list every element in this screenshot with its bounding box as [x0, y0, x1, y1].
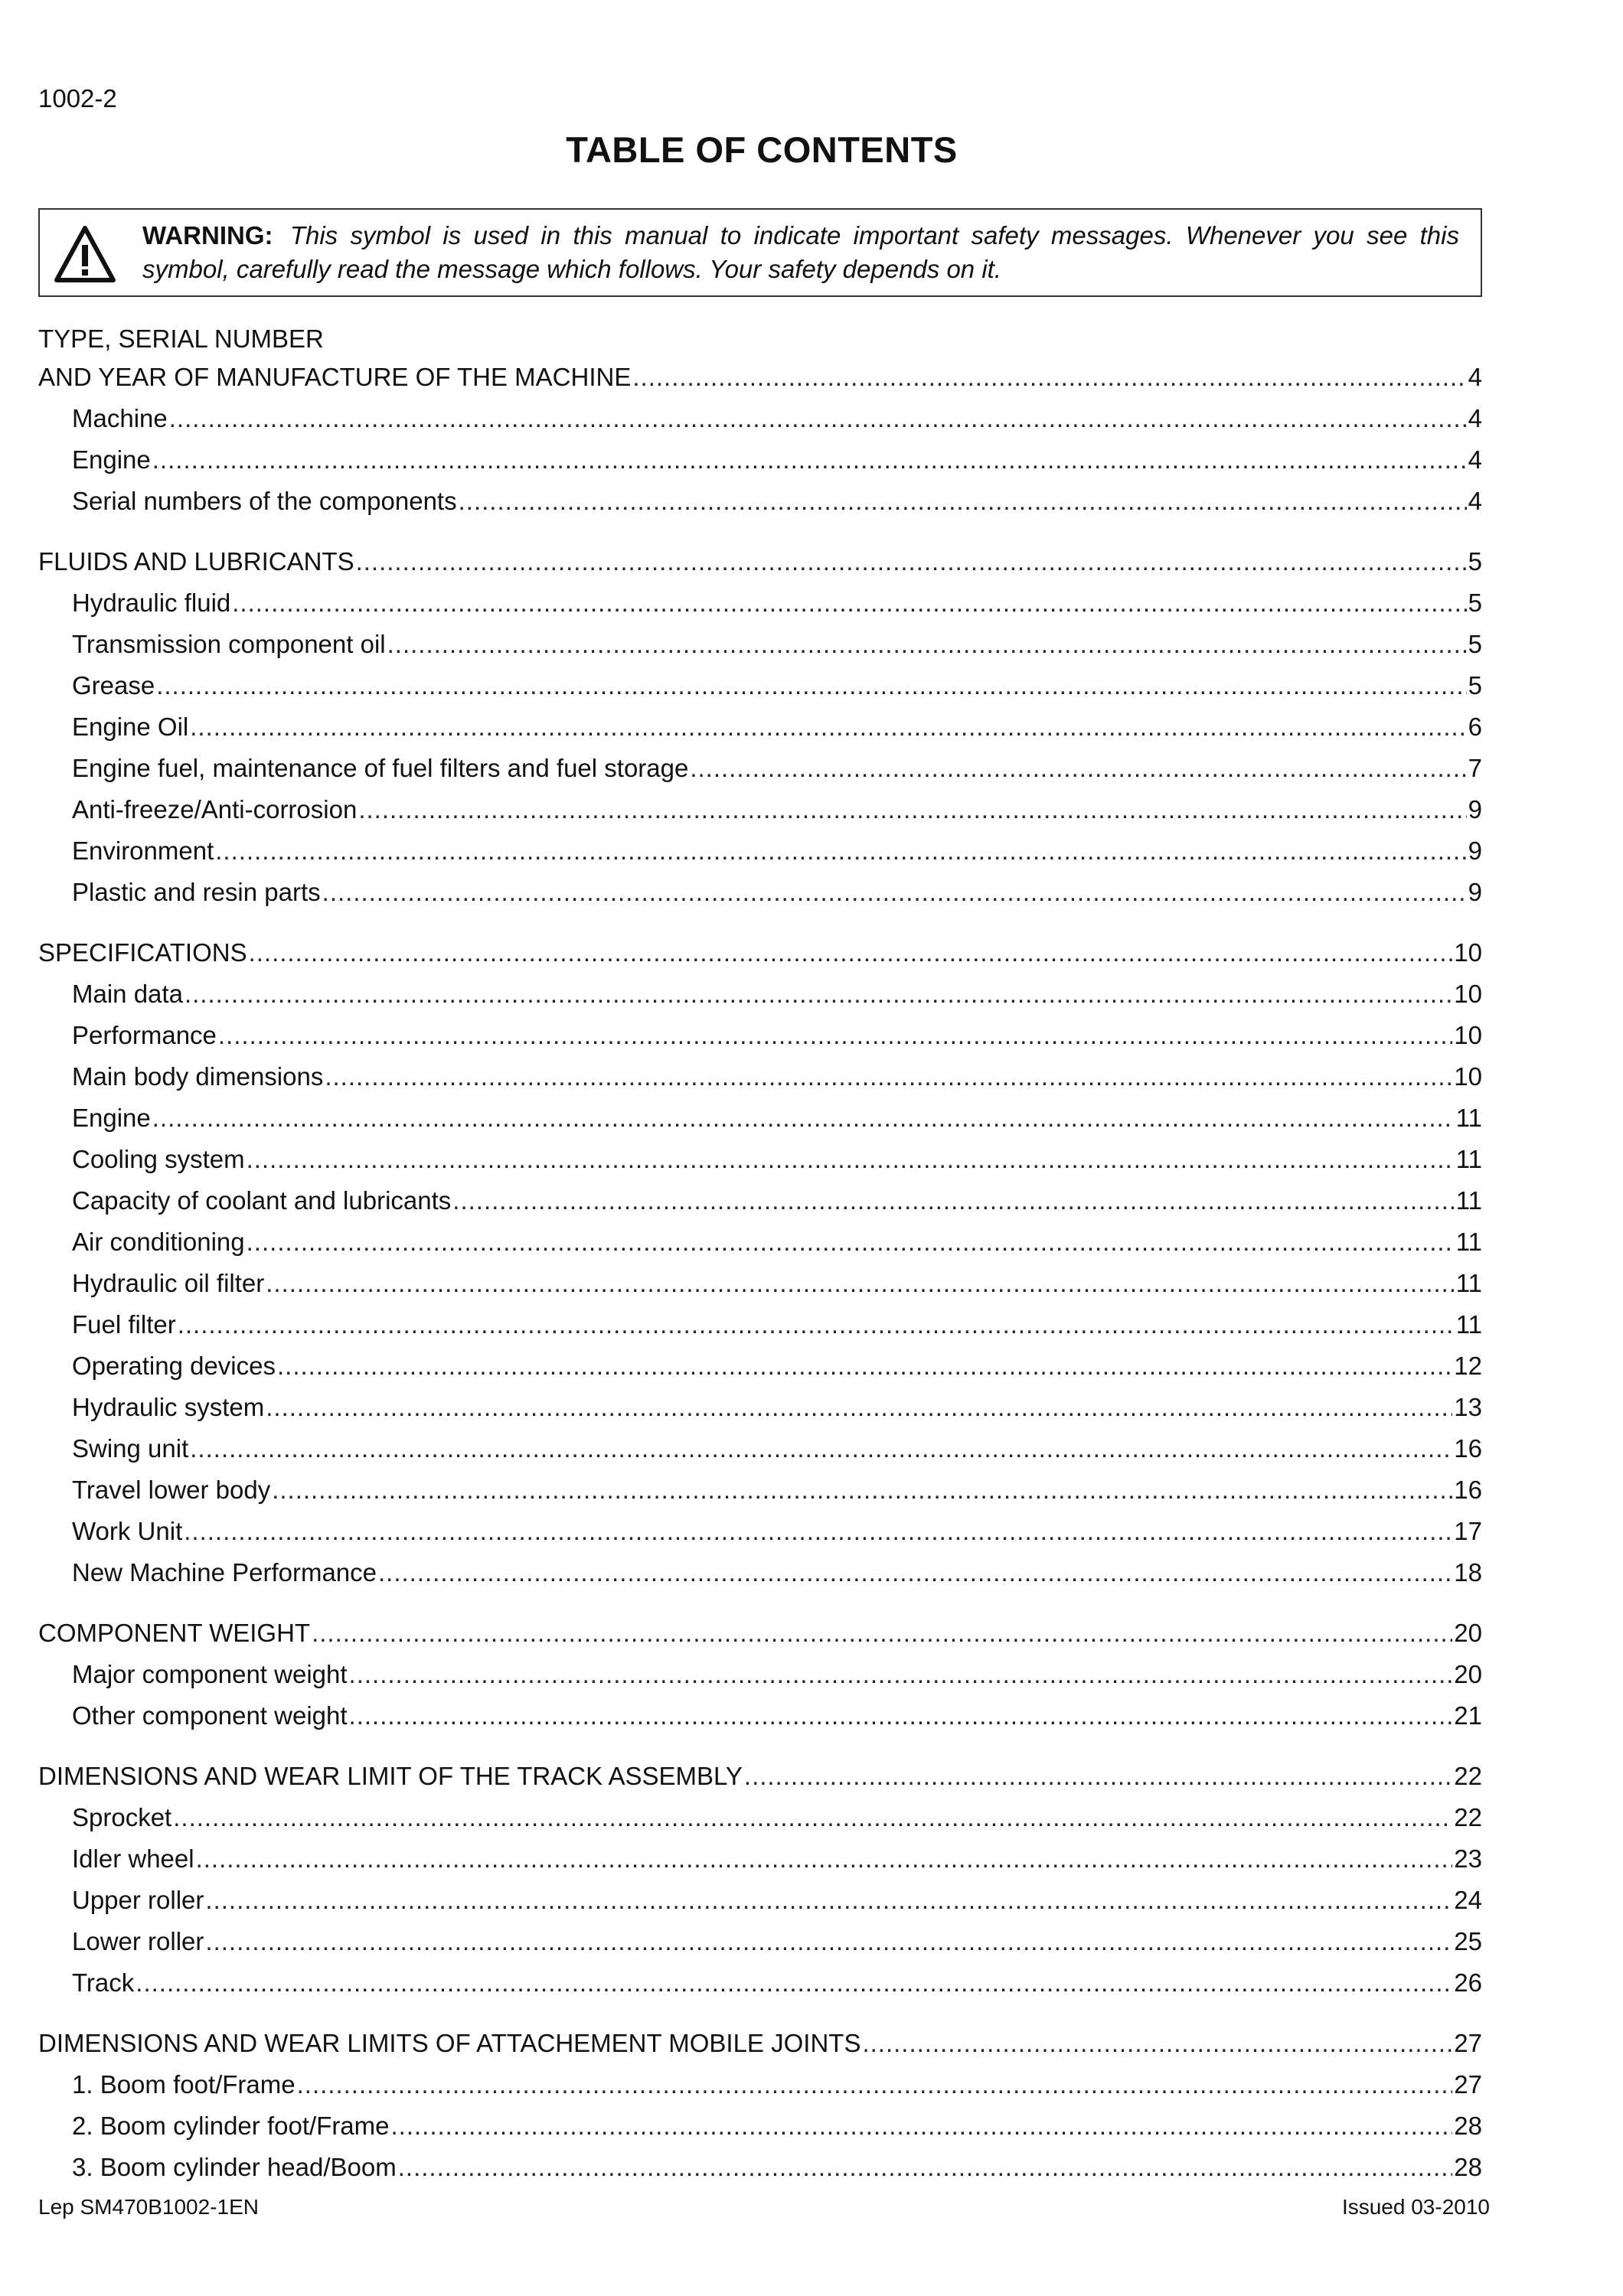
toc-title: Environment: [72, 837, 214, 865]
toc-page-number: 11: [1455, 1186, 1482, 1215]
toc-title: SPECIFICATIONS: [38, 938, 247, 967]
toc-page-number: 28: [1454, 2153, 1482, 2181]
toc-leader-dots: [205, 1921, 1452, 1962]
toc-page-number: 9: [1468, 837, 1482, 865]
toc-leader-dots: [156, 665, 1466, 706]
toc-subentry[interactable]: [38, 1511, 1482, 1552]
toc-subentry[interactable]: [38, 1345, 1482, 1387]
toc-subentry[interactable]: [38, 1921, 1482, 1962]
toc-page-number: 26: [1454, 1968, 1482, 1997]
toc-leader-dots: [690, 748, 1466, 789]
toc-page-number: 28: [1454, 2112, 1482, 2140]
toc-leader-dots: [349, 1654, 1453, 1695]
toc-page-number: 9: [1468, 878, 1482, 906]
toc-leader-dots: [378, 1552, 1452, 1593]
toc-title: New Machine Performance: [72, 1558, 377, 1587]
toc-subentry[interactable]: [38, 1056, 1482, 1097]
toc-page-number: 12: [1454, 1352, 1482, 1380]
toc-page-number: 11: [1455, 1104, 1482, 1132]
toc-leader-dots: [297, 2064, 1453, 2105]
toc-title: Swing unit: [72, 1434, 189, 1463]
toc-page-number: 22: [1454, 1803, 1482, 1831]
toc-page-number: 4: [1468, 363, 1482, 391]
toc-leader-dots: [391, 2105, 1453, 2147]
toc-leader-dots: [862, 2023, 1452, 2064]
toc-leader-dots: [277, 1345, 1452, 1387]
toc-page-number: 4: [1468, 487, 1482, 515]
toc-page-number: 5: [1468, 589, 1482, 617]
toc-section-entry[interactable]: [38, 2023, 1482, 2064]
toc-subentry[interactable]: [38, 872, 1482, 913]
toc-page-number: 5: [1468, 671, 1482, 700]
toc-subentry[interactable]: [38, 2105, 1482, 2147]
toc-title: TYPE, SERIAL NUMBER: [38, 325, 324, 353]
toc-title: Other component weight: [72, 1701, 348, 1730]
warning-message: This symbol is used in this manual to indicate important safety messages. Whenever you see this symbol, carefully read the message which follows. Your safety depends on it.: [142, 221, 1459, 283]
toc-title: Hydraulic fluid: [72, 589, 231, 617]
toc-page-number: 10: [1454, 1021, 1482, 1049]
toc-leader-dots: [632, 357, 1466, 398]
footer-issue-date: Issued 03-2010: [1341, 2195, 1490, 2219]
toc-section-entry[interactable]: [38, 541, 1482, 582]
toc-leader-dots: [218, 1015, 1452, 1056]
toc-subentry[interactable]: [38, 582, 1482, 624]
table-of-contents: [38, 321, 1482, 2188]
toc-title: Idler wheel: [72, 1844, 194, 1873]
toc-page-number: 6: [1468, 713, 1482, 741]
toc-page-number: 27: [1454, 2029, 1482, 2057]
toc-subentry[interactable]: [38, 1304, 1482, 1345]
toc-title: Plastic and resin parts: [72, 878, 321, 906]
toc-title: Hydraulic system: [72, 1393, 265, 1421]
toc-subentry[interactable]: [38, 1838, 1482, 1880]
toc-title: Cooling system: [72, 1145, 245, 1173]
page-title: TABLE OF CONTENTS: [566, 129, 958, 170]
toc-leader-dots: [184, 1511, 1452, 1552]
toc-leader-dots: [349, 1695, 1453, 1737]
toc-leader-dots: [325, 1056, 1452, 1097]
toc-subentry[interactable]: [38, 706, 1482, 748]
toc-leader-dots: [190, 706, 1466, 748]
toc-subentry[interactable]: [38, 1263, 1482, 1304]
toc-section-entry[interactable]: [38, 1756, 1482, 1797]
toc-leader-dots: [312, 1613, 1452, 1654]
toc-subentry[interactable]: [38, 398, 1482, 439]
toc-page-number: 18: [1454, 1558, 1482, 1587]
warning-triangle-icon: [54, 225, 116, 283]
toc-section-entry[interactable]: [38, 932, 1482, 974]
toc-title: Engine fuel, maintenance of fuel filters and fuel storage: [72, 754, 689, 782]
toc-leader-dots: [356, 541, 1467, 582]
toc-leader-dots: [205, 1880, 1452, 1921]
toc-subentry[interactable]: [38, 1097, 1482, 1139]
toc-subentry[interactable]: [38, 1139, 1482, 1180]
toc-title: Anti-freeze/Anti-corrosion: [72, 795, 358, 823]
toc-title: Grease: [72, 671, 155, 700]
toc-title: Travel lower body: [72, 1476, 271, 1504]
toc-title: Lower roller: [72, 1927, 204, 1955]
page-id: 1002-2: [38, 84, 117, 113]
toc-subentry[interactable]: [38, 1797, 1482, 1838]
toc-title: Performance: [72, 1021, 217, 1049]
toc-subentry[interactable]: [38, 1695, 1482, 1737]
toc-leader-dots: [247, 1139, 1455, 1180]
toc-page-number: 4: [1468, 445, 1482, 474]
toc-page-number: 11: [1455, 1269, 1482, 1297]
toc-section-entry[interactable]: [38, 357, 1482, 398]
toc-leader-dots: [322, 872, 1467, 913]
toc-heading-line: [38, 321, 1482, 357]
toc-title: Operating devices: [72, 1352, 276, 1380]
toc-subentry[interactable]: [38, 789, 1482, 830]
toc-subentry[interactable]: [38, 2064, 1482, 2105]
toc-title: FLUIDS AND LUBRICANTS: [38, 547, 354, 576]
toc-page-number: 9: [1468, 795, 1482, 823]
toc-leader-dots: [152, 1097, 1455, 1139]
warning-box: [38, 208, 1482, 297]
toc-section-entry[interactable]: [38, 1613, 1482, 1654]
toc-page-number: 5: [1468, 547, 1482, 576]
toc-page-number: 22: [1454, 1762, 1482, 1790]
toc-title: 3. Boom cylinder head/Boom: [72, 2153, 397, 2181]
toc-leader-dots: [169, 398, 1467, 439]
toc-page-number: 10: [1454, 1062, 1482, 1091]
toc-page-number: 11: [1455, 1228, 1482, 1256]
toc-leader-dots: [272, 1469, 1452, 1511]
toc-title: Engine Oil: [72, 713, 189, 741]
toc-page-number: 7: [1468, 754, 1482, 782]
toc-subentry[interactable]: [38, 830, 1482, 872]
toc-title: Sprocket: [72, 1803, 172, 1831]
toc-title: Hydraulic oil filter: [72, 1269, 265, 1297]
toc-page-number: 25: [1454, 1927, 1482, 1955]
toc-page-number: 10: [1454, 980, 1482, 1008]
toc-page-number: 5: [1468, 630, 1482, 658]
toc-subentry[interactable]: [38, 2147, 1482, 2188]
toc-leader-dots: [247, 1221, 1455, 1263]
toc-page-number: 23: [1454, 1844, 1482, 1873]
toc-leader-dots: [232, 582, 1466, 624]
toc-subentry[interactable]: [38, 1880, 1482, 1921]
toc-leader-dots: [744, 1756, 1452, 1797]
toc-leader-dots: [398, 2147, 1453, 2188]
toc-title: Track: [72, 1968, 135, 1997]
toc-title: Air conditioning: [72, 1228, 245, 1256]
toc-leader-dots: [178, 1304, 1455, 1345]
toc-page-number: 11: [1455, 1310, 1482, 1339]
toc-leader-dots: [173, 1797, 1452, 1838]
toc-page-number: 16: [1454, 1476, 1482, 1504]
toc-title: 2. Boom cylinder foot/Frame: [72, 2112, 390, 2140]
toc-title: AND YEAR OF MANUFACTURE OF THE MACHINE: [38, 363, 632, 391]
toc-subentry[interactable]: [38, 1469, 1482, 1511]
toc-title: Machine: [72, 404, 168, 432]
toc-leader-dots: [185, 974, 1452, 1015]
toc-subentry[interactable]: [38, 1180, 1482, 1221]
toc-leader-dots: [196, 1838, 1453, 1880]
toc-title: Transmission component oil: [72, 630, 386, 658]
toc-title: Main body dimensions: [72, 1062, 324, 1091]
toc-leader-dots: [215, 830, 1466, 872]
toc-leader-dots: [266, 1387, 1452, 1428]
toc-subentry[interactable]: [38, 748, 1482, 789]
toc-title: COMPONENT WEIGHT: [38, 1619, 311, 1647]
toc-subentry[interactable]: [38, 665, 1482, 706]
toc-subentry[interactable]: [38, 624, 1482, 665]
toc-page-number: 13: [1454, 1393, 1482, 1421]
toc-title: 1. Boom foot/Frame: [72, 2070, 296, 2099]
toc-subentry[interactable]: [38, 1015, 1482, 1056]
toc-page-number: 11: [1455, 1145, 1482, 1173]
toc-subentry[interactable]: [38, 1428, 1482, 1469]
toc-title: Serial numbers of the components: [72, 487, 457, 515]
toc-page-number: 20: [1454, 1660, 1482, 1688]
toc-page-number: 20: [1454, 1619, 1482, 1647]
toc-leader-dots: [249, 932, 1453, 974]
footer-document-code: Lep SM470B1002-1EN: [38, 2195, 259, 2219]
toc-title: DIMENSIONS AND WEAR LIMITS OF ATTACHEMENT MOBILE JOINTS: [38, 2029, 861, 2057]
toc-title: Fuel filter: [72, 1310, 176, 1339]
toc-leader-dots: [459, 481, 1467, 522]
toc-page-number: 24: [1454, 1886, 1482, 1914]
toc-leader-dots: [136, 1962, 1452, 2004]
toc-subentry[interactable]: [38, 1654, 1482, 1695]
toc-leader-dots: [387, 624, 1467, 665]
toc-title: DIMENSIONS AND WEAR LIMIT OF THE TRACK ASSEMBLY: [38, 1762, 743, 1790]
toc-leader-dots: [358, 789, 1466, 830]
toc-page-number: 17: [1454, 1517, 1482, 1545]
toc-title: Main data: [72, 980, 183, 1008]
toc-page-number: 27: [1454, 2070, 1482, 2099]
toc-title: Engine: [72, 1104, 151, 1132]
toc-subentry[interactable]: [38, 1962, 1482, 2004]
toc-title: Work Unit: [72, 1517, 183, 1545]
toc-title: Major component weight: [72, 1660, 348, 1688]
toc-leader-dots: [452, 1180, 1454, 1221]
toc-title: Upper roller: [72, 1886, 204, 1914]
warning-text: [142, 219, 1459, 286]
toc-page-number: 4: [1468, 404, 1482, 432]
toc-page-number: 21: [1454, 1701, 1482, 1730]
toc-subentry[interactable]: [38, 439, 1482, 481]
toc-leader-dots: [152, 439, 1467, 481]
toc-leader-dots: [266, 1263, 1454, 1304]
toc-leader-dots: [190, 1428, 1452, 1469]
warning-label: WARNING:: [142, 221, 273, 249]
toc-title: Engine: [72, 445, 151, 474]
toc-title: Capacity of coolant and lubricants: [72, 1186, 452, 1215]
toc-subentry[interactable]: [38, 1552, 1482, 1593]
toc-subentry[interactable]: [38, 974, 1482, 1015]
toc-subentry[interactable]: [38, 1387, 1482, 1428]
toc-subentry[interactable]: [38, 1221, 1482, 1263]
toc-page-number: 16: [1454, 1434, 1482, 1463]
toc-subentry[interactable]: [38, 481, 1482, 522]
toc-page-number: 10: [1454, 938, 1482, 967]
